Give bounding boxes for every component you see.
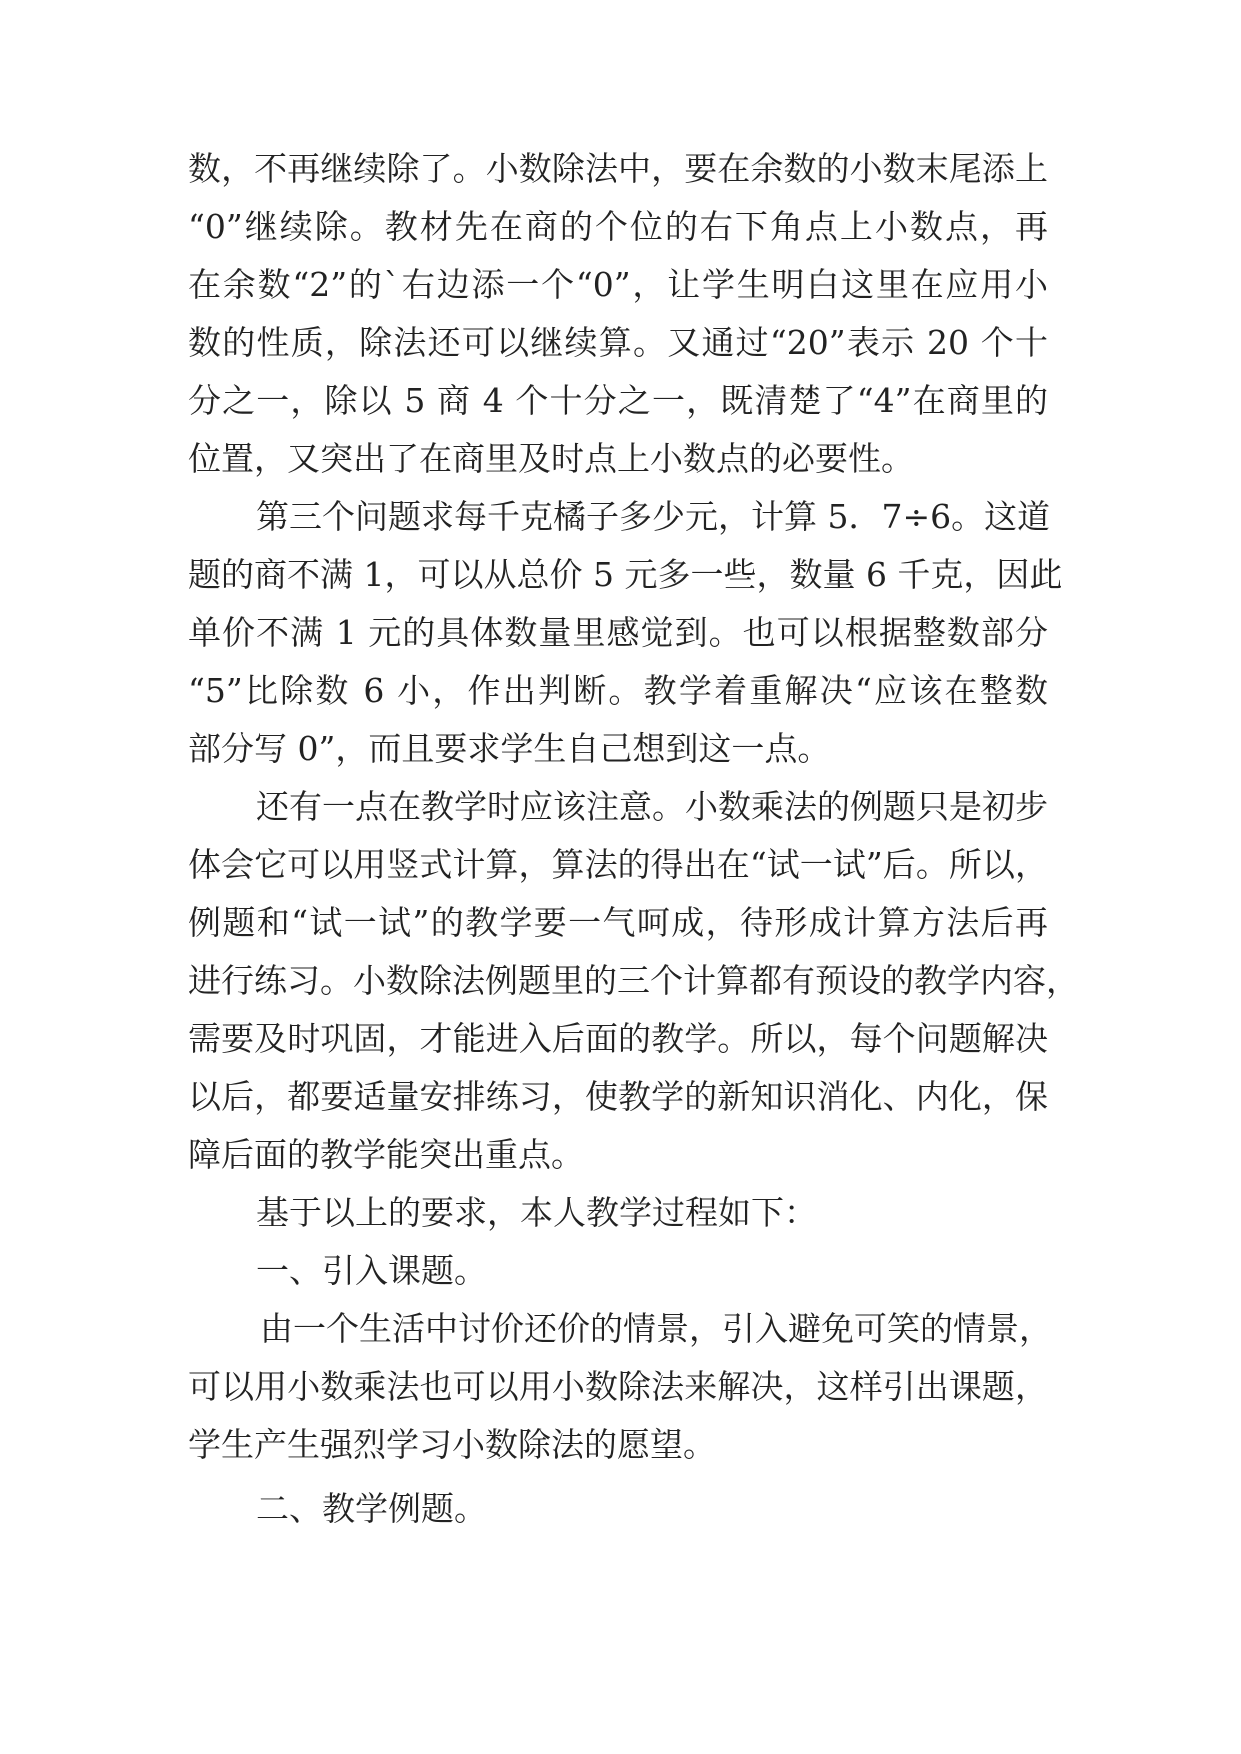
- text-line: 在余数“2”的`右边添一个“0”，让学生明白这里在应用小: [188, 265, 1048, 304]
- text-line: 单价不满 1 元的具体数量里感觉到。也可以根据整数部分: [188, 613, 1048, 652]
- section-heading: 一、引入课题。: [256, 1251, 487, 1290]
- section-heading: 二、教学例题。: [256, 1489, 487, 1528]
- paragraph-first-line: 第三个问题求每千克橘子多少元，计算 5．7÷6。这道: [256, 497, 1051, 536]
- paragraph-first-line: 由一个生活中讨价还价的情景，引入避免可笑的情景，: [260, 1309, 1052, 1348]
- paragraph-first-line: 还有一点在教学时应该注意。小数乘法的例题只是初步: [256, 787, 1048, 826]
- text-line: 体会它可以用竖式计算，算法的得出在“试一试”后。所以，: [188, 845, 1048, 884]
- text-line: 位置，又突出了在商里及时点上小数点的必要性。: [188, 439, 914, 478]
- paragraph-first-line: 基于以上的要求，本人教学过程如下：: [256, 1193, 817, 1232]
- text-line: 例题和“试一试”的教学要一气呵成，待形成计算方法后再: [188, 903, 1048, 942]
- text-line: 数，不再继续除了。小数除法中，要在余数的小数末尾添上: [188, 149, 1048, 188]
- text-line: 题的商不满 1，可以从总价 5 元多一些，数量 6 千克，因此: [188, 555, 1063, 594]
- text-line: 需要及时巩固，才能进入后面的教学。所以，每个问题解决: [188, 1019, 1048, 1058]
- text-line: 学生产生强烈学习小数除法的愿望。: [188, 1425, 716, 1464]
- text-line: 数的性质，除法还可以继续算。又通过“20”表示 20 个十: [188, 323, 1048, 362]
- text-line: 障后面的教学能突出重点。: [188, 1135, 584, 1174]
- text-line: “0”继续除。教材先在商的个位的右下角点上小数点，再: [188, 207, 1048, 246]
- text-line: 部分写 0”，而且要求学生自己想到这一点。: [188, 729, 831, 768]
- text-line: 进行练习。小数除法例题里的三个计算都有预设的教学内容，: [188, 961, 1079, 1000]
- text-line: 以后，都要适量安排练习，使教学的新知识消化、内化，保: [188, 1077, 1048, 1116]
- text-line: 分之一，除以 5 商 4 个十分之一，既清楚了“4”在商里的: [188, 381, 1048, 420]
- text-line: “5”比除数 6 小，作出判断。教学着重解决“应该在整数: [188, 671, 1048, 710]
- text-line: 可以用小数乘法也可以用小数除法来解决，这样引出课题，: [188, 1367, 1048, 1406]
